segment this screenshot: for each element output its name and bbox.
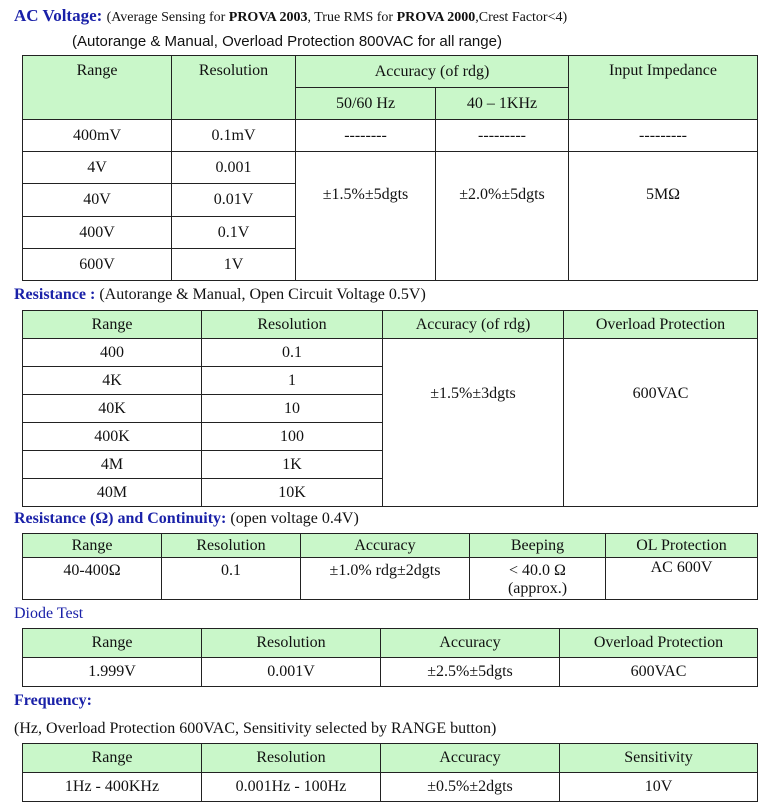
- diode-title: Diode Test: [14, 605, 84, 622]
- cell-resolution: 0.01V: [172, 184, 296, 217]
- continuity-heading: [14, 510, 359, 528]
- header-protection: Overload Protection: [564, 311, 758, 339]
- header-sensitivity: Sensitivity: [560, 744, 758, 773]
- cell-resolution: 10: [202, 395, 383, 423]
- cell-range: 4M: [23, 451, 202, 479]
- header-accuracy: Accuracy: [381, 744, 560, 773]
- header-range: Range: [23, 534, 162, 558]
- cell-range: 4V: [23, 152, 172, 184]
- model-name: PROVA 2003: [228, 10, 308, 25]
- cell-resolution: 0.1mV: [172, 120, 296, 152]
- continuity-table: [22, 533, 758, 600]
- header-resolution: Resolution: [202, 629, 381, 658]
- cell-resolution: 0.1: [162, 558, 301, 600]
- subtitle-part: , True RMS for: [307, 10, 397, 25]
- table-row: [23, 773, 758, 802]
- cell-range: 40M: [23, 479, 202, 507]
- cell-range: 400V: [23, 217, 172, 249]
- table-row: [23, 658, 758, 687]
- ac-voltage-subtitle: [107, 10, 568, 25]
- ac-voltage-heading: [14, 6, 567, 26]
- cell-protection: AC 600V: [606, 558, 758, 600]
- header-range: Range: [23, 744, 202, 773]
- header-protection: Overload Protection: [560, 629, 758, 658]
- cell-resolution: 1K: [202, 451, 383, 479]
- beeping-approx: (approx.): [507, 580, 568, 597]
- model-name: PROVA 2000: [396, 10, 476, 25]
- header-beeping: Beeping: [470, 534, 606, 558]
- frequency-table: [22, 743, 758, 802]
- cell-range: 4K: [23, 367, 202, 395]
- cell-resolution: 0.1V: [172, 217, 296, 249]
- cell-accuracy: ±1.0% rdg±2dgts: [301, 558, 470, 600]
- header-resolution: Resolution: [202, 744, 381, 773]
- ac-voltage-table: [22, 55, 758, 281]
- header-accuracy: Accuracy (of rdg): [296, 56, 569, 88]
- cell-accuracy: ±2.5%±5dgts: [381, 658, 560, 687]
- cell-accuracy: ±0.5%±2dgts: [381, 773, 560, 802]
- cell-range: 600V: [23, 249, 172, 281]
- cell-accuracy-40-1k-merged: ±2.0%±5dgts: [436, 152, 569, 281]
- continuity-note: (open voltage 0.4V): [226, 510, 359, 527]
- header-resolution: Resolution: [162, 534, 301, 558]
- header-accuracy: Accuracy: [301, 534, 470, 558]
- cell-protection: 600VAC: [560, 658, 758, 687]
- resistance-heading: [14, 286, 426, 304]
- cell-range: 1Hz - 400KHz: [23, 773, 202, 802]
- cell-sensitivity: 10V: [560, 773, 758, 802]
- cell-accuracy-40-1k: ---------: [436, 120, 569, 152]
- cell-resolution: 0.001: [172, 152, 296, 184]
- subtitle-part: (Average Sensing for: [106, 10, 229, 25]
- cell-resolution: 1: [202, 367, 383, 395]
- beeping-value: < 40.0 Ω: [509, 562, 566, 579]
- cell-accuracy-merged: ±1.5%±3dgts: [383, 339, 564, 507]
- cell-range: 400mV: [23, 120, 172, 152]
- header-freq-40-1k: 40 – 1KHz: [436, 88, 569, 120]
- table-row: [23, 120, 758, 152]
- cell-accuracy-50-60-merged: ±1.5%±5dgts: [296, 152, 436, 281]
- table-row: [23, 152, 758, 184]
- cell-range: 400K: [23, 423, 202, 451]
- header-range: Range: [23, 311, 202, 339]
- ac-voltage-note: (Autorange & Manual, Overload Protection 800VAC for all range): [72, 33, 502, 50]
- cell-range: 400: [23, 339, 202, 367]
- cell-resolution: 100: [202, 423, 383, 451]
- subtitle-part: ,Crest Factor<4): [475, 10, 568, 25]
- frequency-title: Frequency:: [14, 692, 92, 709]
- cell-resolution: 0.001Hz - 100Hz: [202, 773, 381, 802]
- header-resolution: Resolution: [202, 311, 383, 339]
- continuity-title: Resistance (Ω) and Continuity:: [14, 510, 227, 527]
- header-range: Range: [23, 629, 202, 658]
- header-accuracy: Accuracy: [381, 629, 560, 658]
- diode-table: [22, 628, 758, 687]
- cell-resolution: 1V: [172, 249, 296, 281]
- cell-accuracy-50-60: --------: [296, 120, 436, 152]
- cell-resolution: 10K: [202, 479, 383, 507]
- header-freq-50-60: 50/60 Hz: [296, 88, 436, 120]
- cell-range: 40V: [23, 184, 172, 217]
- resistance-table: [22, 310, 758, 507]
- cell-resolution: 0.001V: [202, 658, 381, 687]
- resistance-note: (Autorange & Manual, Open Circuit Voltage 0.5V): [95, 286, 426, 303]
- frequency-note: (Hz, Overload Protection 600VAC, Sensitivity selected by RANGE button): [14, 720, 497, 737]
- cell-beeping: [470, 558, 606, 600]
- header-resolution: Resolution: [172, 56, 296, 120]
- cell-range: 1.999V: [23, 658, 202, 687]
- cell-impedance: ---------: [569, 120, 758, 152]
- cell-range: 40-400Ω: [23, 558, 162, 600]
- ac-voltage-title: AC Voltage:: [14, 6, 103, 25]
- resistance-title: Resistance :: [14, 286, 96, 303]
- table-row: [23, 339, 758, 367]
- header-impedance: Input Impedance: [569, 56, 758, 120]
- cell-impedance-merged: 5MΩ: [569, 152, 758, 281]
- header-protection: OL Protection: [606, 534, 758, 558]
- cell-protection-merged: 600VAC: [564, 339, 758, 507]
- header-accuracy: Accuracy (of rdg): [383, 311, 564, 339]
- cell-range: 40K: [23, 395, 202, 423]
- table-row: [23, 558, 758, 600]
- header-range: Range: [23, 56, 172, 120]
- cell-resolution: 0.1: [202, 339, 383, 367]
